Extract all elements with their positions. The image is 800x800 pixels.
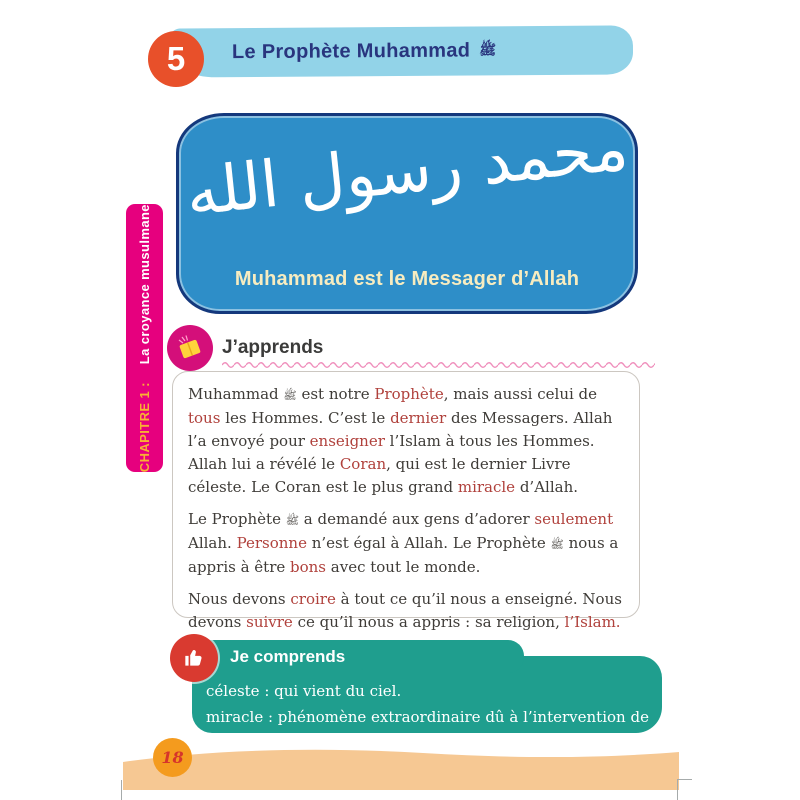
wavy-underline xyxy=(222,359,655,368)
text-segment: nous a appris à être xyxy=(188,534,619,576)
chapter-number-label: CHAPITRE 1 : xyxy=(137,382,152,473)
highlighted-word: suivre xyxy=(246,613,293,631)
highlighted-word: enseigner xyxy=(309,432,385,450)
lesson-title-banner xyxy=(170,25,633,77)
text-segment: ce qu’il nous a appris : sa religion, xyxy=(292,613,565,631)
text-segment: , qui est le dernier Livre céleste. Le Coran est le plus grand xyxy=(188,455,571,496)
highlighted-word: croire xyxy=(290,590,336,608)
pbuh-honorific-icon: ﷺ xyxy=(283,389,297,402)
highlighted-word: dernier xyxy=(390,409,447,427)
chapter-side-tab xyxy=(126,204,163,472)
pbuh-honorific-icon: ﷺ xyxy=(550,538,564,551)
lesson-text-box xyxy=(172,371,640,631)
highlighted-word: tous xyxy=(188,409,221,427)
text-segment: Allah. xyxy=(188,534,237,552)
definition-line: miracle : phénomène extraordinaire dû à l’intervention de Dieu. xyxy=(206,708,649,752)
arabic-calligraphy: محمد رسول الله xyxy=(182,111,632,231)
text-segment: à tout ce qu’il nous a enseigné. Nous devons xyxy=(188,590,622,631)
pbuh-honorific-icon: ﷺ xyxy=(285,514,300,527)
text-segment: Le Prophète xyxy=(188,510,286,528)
calligraphy-card xyxy=(176,113,638,314)
highlighted-word: bons xyxy=(290,558,327,576)
learn-section-heading: J’apprends xyxy=(222,337,324,358)
chapter-title-label: La croyance musulmane xyxy=(137,203,152,365)
thumbs-up-icon-glyph xyxy=(181,645,207,671)
crop-mark xyxy=(677,779,692,780)
text-segment: est notre xyxy=(296,385,375,403)
crop-mark xyxy=(677,780,678,800)
notebook-icon xyxy=(167,325,213,371)
highlighted-word: Coran xyxy=(339,455,387,473)
text-segment: les Hommes. C’est le xyxy=(220,409,391,427)
pbuh-honorific-icon: ﷺ xyxy=(479,40,497,57)
highlighted-word: miracle xyxy=(457,478,516,496)
lesson-number-badge: 5 xyxy=(148,31,204,87)
highlighted-word: Personne xyxy=(236,534,307,552)
highlighted-word: seulement xyxy=(534,510,614,528)
text-segment: n’est égal à Allah. Le Prophète xyxy=(306,534,551,552)
hero-caption: Muhammad est le Messager d’Allah xyxy=(234,268,580,290)
text-segment: d’Allah. xyxy=(515,478,578,496)
page-number-badge: 18 xyxy=(153,738,192,777)
notebook-icon-glyph xyxy=(175,333,205,363)
text-segment: l’Islam à tous les Hommes. Allah lui a révélé le xyxy=(188,432,595,473)
understand-section-banner xyxy=(192,640,524,673)
text-segment: Muhammad xyxy=(188,385,284,403)
lesson-title: Le Prophète Muhammad xyxy=(231,39,471,64)
crop-mark xyxy=(121,780,122,800)
text-segment: Nous devons xyxy=(188,590,291,608)
text-segment: a demandé aux gens d’adorer xyxy=(299,510,535,528)
lesson-paragraph xyxy=(188,588,624,634)
lesson-paragraph xyxy=(188,508,624,579)
highlighted-word: Prophète xyxy=(374,385,444,403)
footer-wave xyxy=(123,744,679,790)
text-segment: des Messagers. Allah l’a envoyé pour xyxy=(188,409,613,450)
text-segment: avec tout le monde. xyxy=(326,558,481,576)
chapter-tab-text xyxy=(137,204,152,472)
thumbs-up-icon xyxy=(170,634,218,682)
definition-line: céleste : qui vient du ciel. xyxy=(206,682,402,700)
text-segment: , mais aussi celui de xyxy=(443,385,598,403)
lesson-paragraph xyxy=(188,383,624,499)
highlighted-word: l’Islam. xyxy=(564,613,621,631)
understand-section-heading: Je comprends xyxy=(230,646,346,666)
